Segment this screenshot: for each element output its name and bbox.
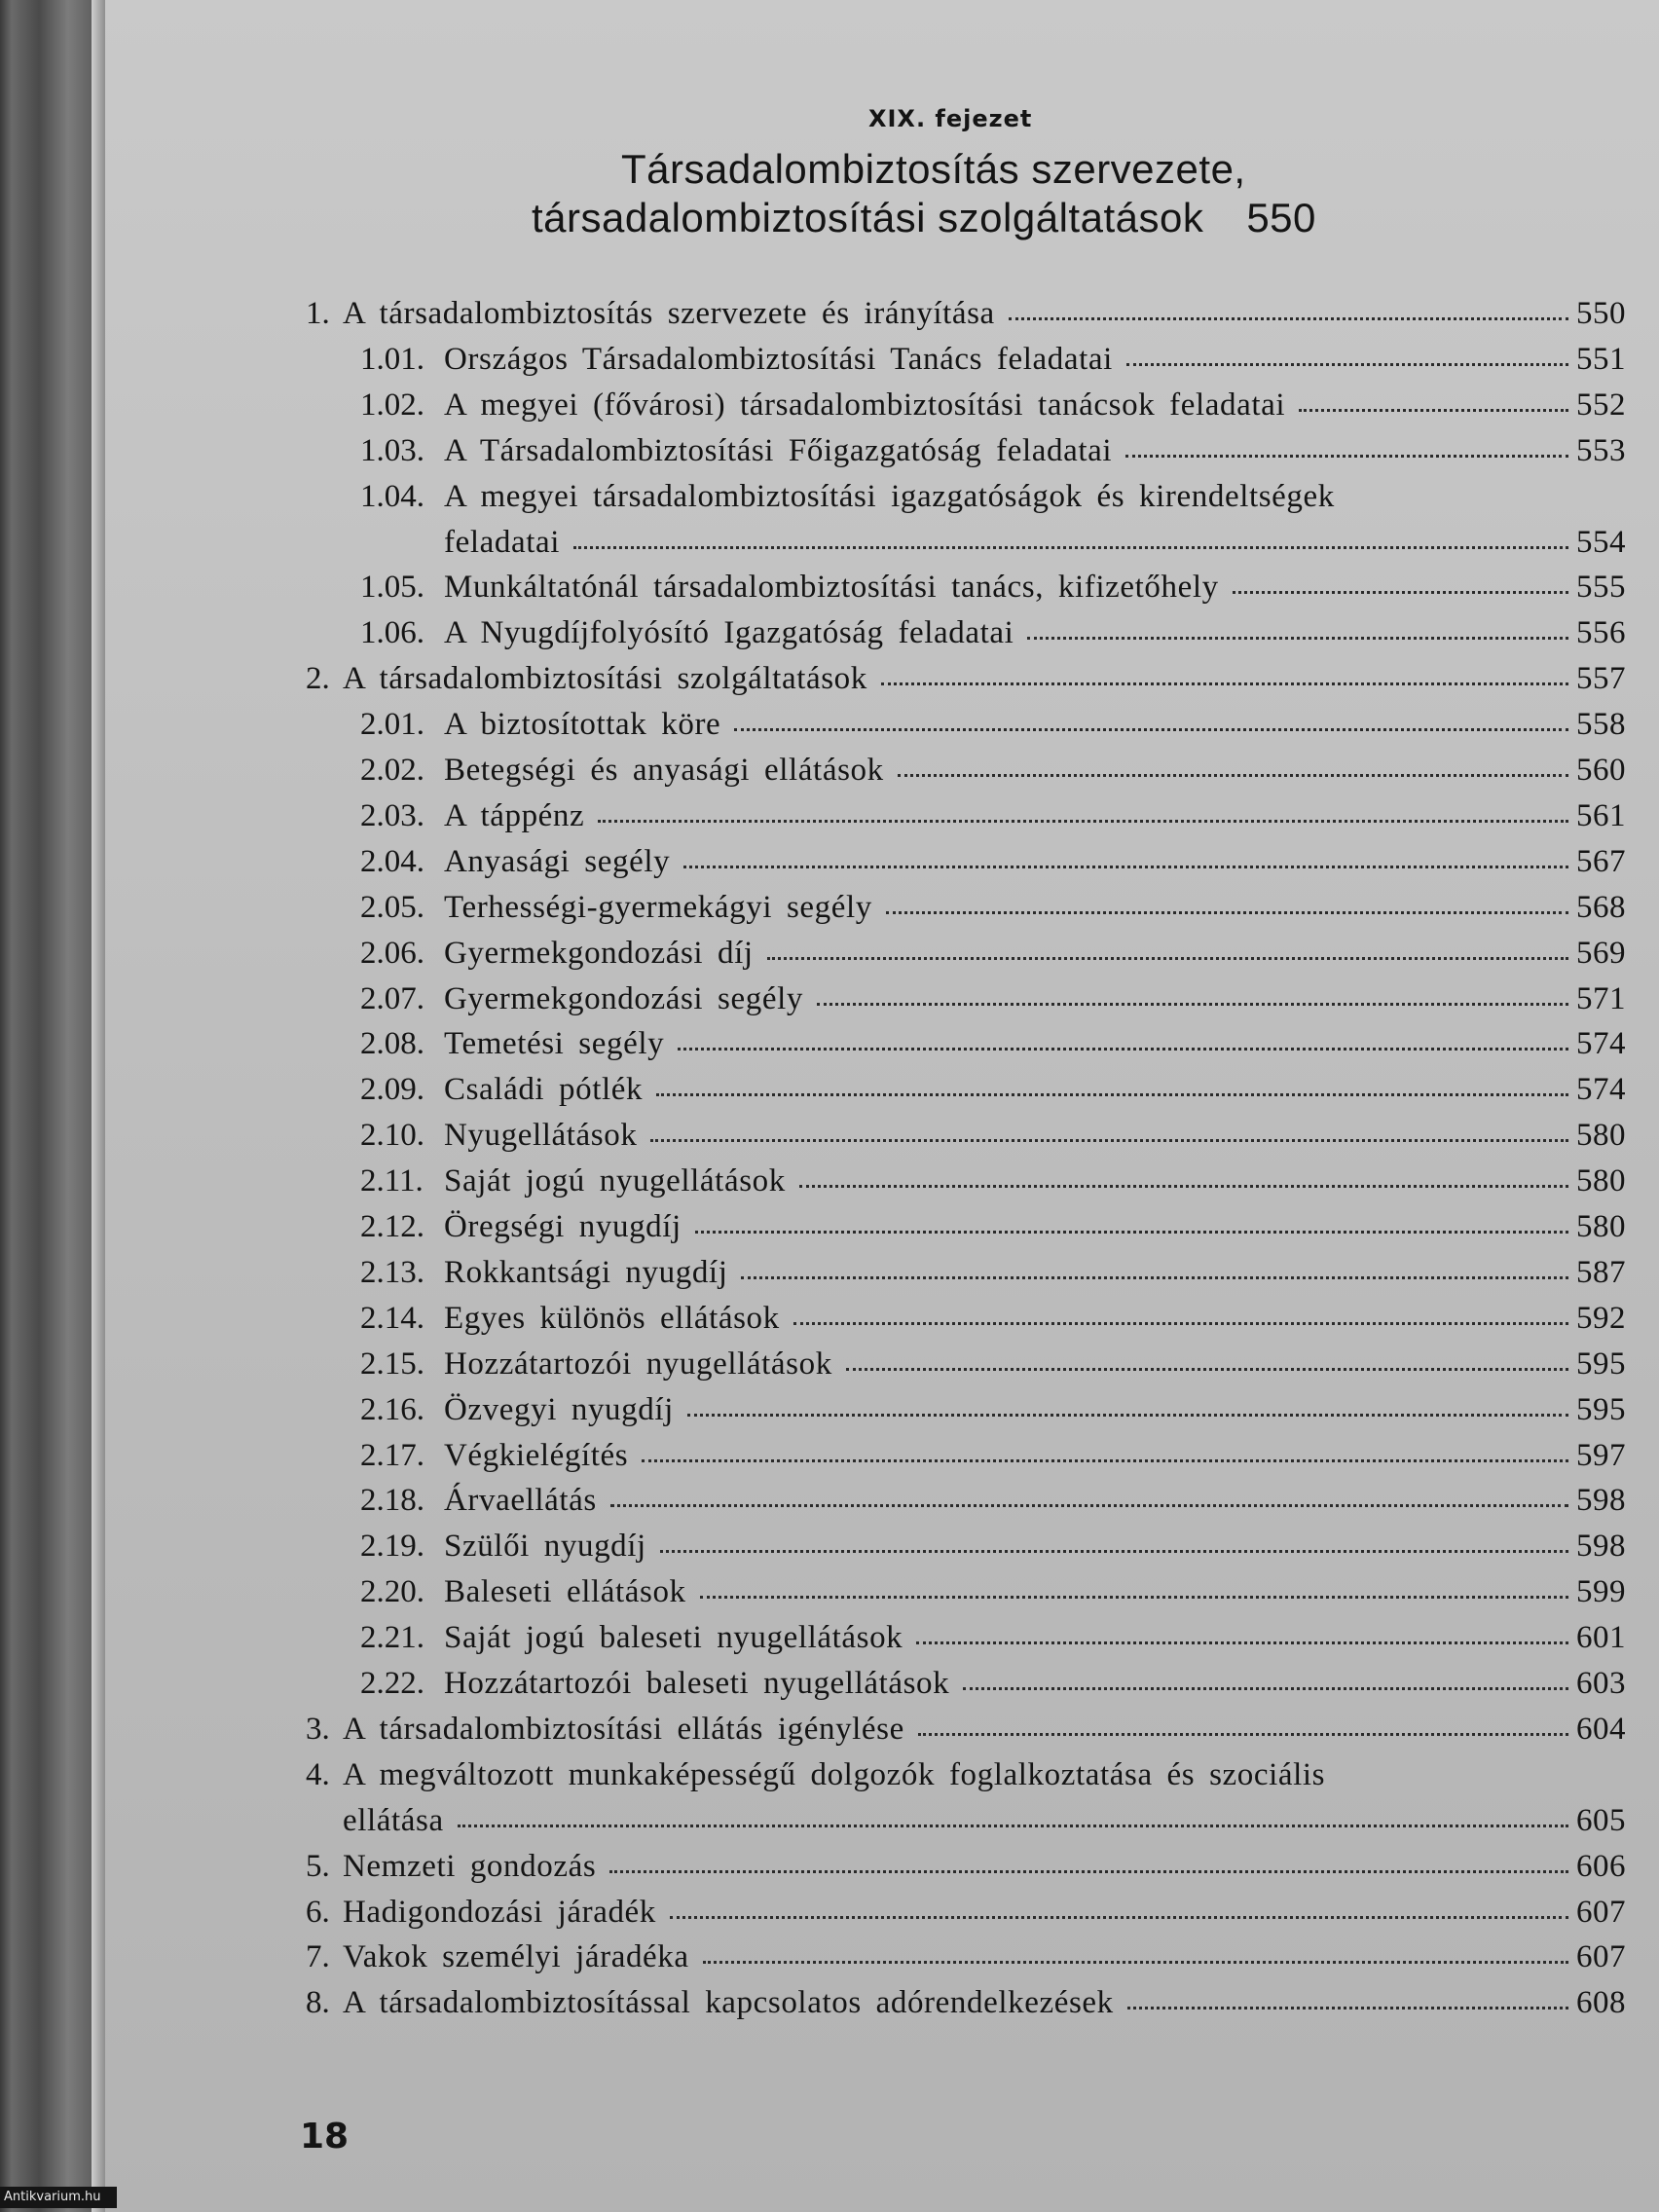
toc-entry-title: Vakok személyi járadéka <box>343 1939 689 1974</box>
toc-entry <box>105 1205 1659 1248</box>
toc-entry-title: A társadalombiztosítási szolgáltatások <box>343 661 867 696</box>
toc-entry-page: 580 <box>1576 1209 1626 1244</box>
toc-entry-title: A társadalombiztosítással kapcsolatos adórendelkezések <box>343 1985 1114 2020</box>
toc-entry-page: 604 <box>1576 1712 1626 1747</box>
chapter-number: XIX. fejezet <box>868 105 1033 132</box>
toc-entry-number: 2.20. <box>360 1574 424 1609</box>
chapter-title-line-2 <box>532 195 1466 241</box>
toc-entry-title: Végkielégítés <box>444 1438 629 1473</box>
toc-entry-number: 2.03. <box>360 798 424 833</box>
toc-entry-number: 7. <box>306 1939 330 1974</box>
toc-entry <box>105 1936 1659 1978</box>
toc-entry-title: feladatai <box>444 525 560 560</box>
toc-entry <box>105 1708 1659 1751</box>
toc-leader-dots <box>817 1003 1568 1006</box>
toc-entry <box>105 657 1659 700</box>
toc-entry-number: 2.08. <box>360 1026 424 1061</box>
toc-entry-number: 5. <box>306 1849 330 1884</box>
toc-entry-number: 3. <box>306 1712 330 1747</box>
toc-entry <box>105 977 1659 1020</box>
toc-entry-page: 587 <box>1576 1255 1626 1290</box>
toc-leader-dots <box>1027 637 1568 640</box>
chapter-title-line-1: Társadalombiztosítás szervezete, <box>621 146 1246 192</box>
toc-entry-title: A megyei (fővárosi) társadalombiztosítási tanácsok feladatai <box>444 387 1286 423</box>
toc-leader-dots <box>1127 2007 1568 2009</box>
toc-entry-title: Baleseti ellátások <box>444 1574 686 1609</box>
toc-entry-number: 2.02. <box>360 753 424 788</box>
toc-entry-page: 599 <box>1576 1574 1626 1609</box>
toc-entry-page: 580 <box>1576 1118 1626 1153</box>
toc-entry <box>105 1479 1659 1522</box>
toc-entry-page: 598 <box>1576 1483 1626 1518</box>
toc-entry-title: Szülői nyugdíj <box>444 1529 646 1564</box>
toc-entry-number: 2.16. <box>360 1392 424 1427</box>
toc-entry <box>105 840 1659 883</box>
toc-entry-title: Hozzátartozói nyugellátások <box>444 1346 832 1382</box>
toc-entry <box>105 1068 1659 1111</box>
toc-leader-dots <box>610 1504 1568 1507</box>
toc-entry-page: 574 <box>1576 1026 1626 1061</box>
toc-entry <box>105 429 1659 472</box>
watermark: Antikvarium.hu <box>0 2187 117 2208</box>
toc-leader-dots <box>598 820 1568 823</box>
toc-entry-title: A társadalombiztosítás szervezete és irányítása <box>343 296 995 331</box>
toc-entry-title: Gyermekgondozási díj <box>444 936 754 971</box>
toc-entry <box>105 1343 1659 1385</box>
toc-entry-number: 1.04. <box>360 479 424 514</box>
toc-leader-dots <box>678 1048 1568 1051</box>
toc-leader-dots <box>703 1961 1568 1964</box>
toc-entry-page: 560 <box>1576 753 1626 788</box>
toc-entry-number: 2.07. <box>360 981 424 1016</box>
toc-entry <box>105 1388 1659 1431</box>
toc-entry-title: Egyes különös ellátások <box>444 1301 780 1336</box>
toc-entry <box>105 749 1659 792</box>
toc-entry-page: 557 <box>1576 661 1626 696</box>
toc-entry <box>105 338 1659 381</box>
toc-entry-page: 607 <box>1576 1895 1626 1930</box>
toc-leader-dots <box>1233 591 1568 594</box>
toc-entry-page: 605 <box>1576 1803 1626 1838</box>
toc-entry <box>105 1022 1659 1065</box>
toc-entry-number: 1.02. <box>360 387 424 423</box>
toc-entry-number: 2.11. <box>360 1163 424 1198</box>
toc-entry-title: Temetési segély <box>444 1026 665 1061</box>
toc-leader-dots <box>609 1870 1568 1873</box>
toc-leader-dots <box>642 1459 1568 1462</box>
toc-entry-title: Hozzátartozói baleseti nyugellátások <box>444 1666 950 1701</box>
toc-entry-title: Betegségi és anyasági ellátások <box>444 753 884 788</box>
toc-entry-number: 2.21. <box>360 1620 424 1655</box>
toc-leader-dots <box>650 1139 1568 1142</box>
toc-entry-title: Öregségi nyugdíj <box>444 1209 682 1244</box>
toc-entry-title: Országos Társadalombiztosítási Tanács feladatai <box>444 342 1113 377</box>
toc-entry-title: Anyasági segély <box>444 844 671 879</box>
toc-entry-title: A Nyugdíjfolyósító Igazgatóság feladatai <box>444 615 1014 650</box>
toc-entry-title: Gyermekgondozási segély <box>444 981 803 1016</box>
toc-entry-page: 595 <box>1576 1346 1626 1382</box>
toc-entry-title: A Társadalombiztosítási Főigazgatóság feladatai <box>444 433 1113 468</box>
toc-leader-dots <box>683 866 1568 868</box>
toc-entry-title: Saját jogú baleseti nyugellátások <box>444 1620 903 1655</box>
toc-entry-page: 597 <box>1576 1438 1626 1473</box>
toc-entry-title: A társadalombiztosítási ellátás igénylése <box>343 1712 904 1747</box>
toc-entry-page: 558 <box>1576 707 1626 742</box>
toc-entry-page: 554 <box>1576 525 1626 560</box>
toc-entry <box>105 1662 1659 1705</box>
toc-entry-page: 567 <box>1576 844 1626 879</box>
toc-leader-dots <box>573 546 1568 549</box>
toc-entry-page: 608 <box>1576 1985 1626 2020</box>
toc-leader-dots <box>458 1825 1568 1827</box>
book-page <box>105 0 1659 2212</box>
toc-entry-page: 601 <box>1576 1620 1626 1655</box>
toc-entry-number: 1.05. <box>360 570 424 605</box>
toc-leader-dots <box>1125 455 1568 458</box>
toc-entry-page: 550 <box>1576 296 1626 331</box>
toc-entry <box>105 1160 1659 1202</box>
toc-entry-number: 1.03. <box>360 433 424 468</box>
toc-leader-dots <box>767 957 1568 960</box>
toc-entry-number: 4. <box>306 1757 330 1792</box>
toc-entry-number: 1.06. <box>360 615 424 650</box>
page-number: 18 <box>300 2117 350 2157</box>
toc-entry-page: 592 <box>1576 1301 1626 1336</box>
toc-entry-page: 568 <box>1576 890 1626 925</box>
toc-entry-title: Családi pótlék <box>444 1072 644 1107</box>
chapter-title-page: 550 <box>1246 195 1316 240</box>
toc-entry-title: A biztosítottak köre <box>444 707 721 742</box>
toc-entry-title: Árvaellátás <box>444 1483 597 1518</box>
toc-entry-number: 2.04. <box>360 844 424 879</box>
toc-entry-number: 2.06. <box>360 936 424 971</box>
toc-entry-number: 1. <box>306 296 330 331</box>
toc-leader-dots <box>734 728 1568 731</box>
toc-entry-page: 598 <box>1576 1529 1626 1564</box>
toc-entry <box>105 1981 1659 2024</box>
toc-entry <box>105 932 1659 975</box>
toc-entry-number: 2.17. <box>360 1438 424 1473</box>
toc-leader-dots <box>1126 363 1568 366</box>
toc-entry <box>105 1845 1659 1888</box>
toc-entry <box>105 1525 1659 1567</box>
toc-entry-number: 2.18. <box>360 1483 424 1518</box>
toc-entry <box>105 1434 1659 1477</box>
toc-entry <box>105 1570 1659 1613</box>
toc-entry-title: Saját jogú nyugellátások <box>444 1163 786 1198</box>
toc-entry-title: A megváltozott munkaképességű dolgozók foglalkoztatása és szociális <box>343 1757 1326 1792</box>
toc-entry-number: 2.15. <box>360 1346 424 1382</box>
toc-entry-number: 2.19. <box>360 1529 424 1564</box>
toc-entry <box>105 1799 1659 1842</box>
toc-entry-number: 2. <box>306 661 330 696</box>
toc-entry-page: 551 <box>1576 342 1626 377</box>
toc-entry-page: 569 <box>1576 936 1626 971</box>
toc-entry-title: ellátása <box>343 1803 444 1838</box>
toc-leader-dots <box>793 1322 1568 1325</box>
toc-entry-title: Özvegyi nyugdíj <box>444 1392 674 1427</box>
page-edge <box>92 0 105 2212</box>
toc-entry-number: 2.09. <box>360 1072 424 1107</box>
toc-entry-title: Hadigondozási járadék <box>343 1895 656 1930</box>
toc-entry-number: 2.05. <box>360 890 424 925</box>
chapter-title-text: társadalombiztosítási szolgáltatások <box>532 195 1204 240</box>
toc-entry-title: Rokkantsági nyugdíj <box>444 1255 728 1290</box>
toc-entry-page: 561 <box>1576 798 1626 833</box>
toc-entry-number: 2.13. <box>360 1255 424 1290</box>
toc-leader-dots <box>1009 317 1568 320</box>
toc-entry <box>105 1297 1659 1340</box>
toc-entry-page: 580 <box>1576 1163 1626 1198</box>
toc-entry <box>105 475 1659 518</box>
toc-entry-title: A táppénz <box>444 798 585 833</box>
toc-entry <box>105 794 1659 837</box>
toc-entry-page: 607 <box>1576 1939 1626 1974</box>
toc-entry <box>105 566 1659 608</box>
toc-entry <box>105 384 1659 426</box>
toc-entry <box>105 1753 1659 1796</box>
toc-entry-page: 552 <box>1576 387 1626 423</box>
toc-entry-number: 2.14. <box>360 1301 424 1336</box>
toc-entry <box>105 1251 1659 1294</box>
toc-entry-number: 2.12. <box>360 1209 424 1244</box>
toc-leader-dots <box>695 1231 1568 1234</box>
toc-entry-page: 553 <box>1576 433 1626 468</box>
toc-leader-dots <box>916 1641 1568 1644</box>
toc-entry-page: 595 <box>1576 1392 1626 1427</box>
toc-entry <box>105 1891 1659 1934</box>
toc-entry-title: Munkáltatónál társadalombiztosítási tanács, kifizetőhely <box>444 570 1219 605</box>
toc-entry-page: 574 <box>1576 1072 1626 1107</box>
toc-entry <box>105 1616 1659 1659</box>
toc-entry-title: Terhességi-gyermekágyi segély <box>444 890 872 925</box>
toc-entry <box>105 521 1659 564</box>
toc-leader-dots <box>881 682 1568 685</box>
toc-entry <box>105 611 1659 654</box>
toc-entry <box>105 1114 1659 1157</box>
toc-entry <box>105 703 1659 746</box>
toc-entry-page: 571 <box>1576 981 1626 1016</box>
toc-leader-dots <box>660 1550 1568 1553</box>
toc-entry-title: Nemzeti gondozás <box>343 1849 597 1884</box>
toc-entry <box>105 292 1659 335</box>
toc-entry-number: 2.01. <box>360 707 424 742</box>
toc-leader-dots <box>1299 409 1568 412</box>
toc-entry-title: A megyei társadalombiztosítási igazgatóságok és kirendeltségek <box>444 479 1335 514</box>
toc-entry-number: 2.22. <box>360 1666 424 1701</box>
toc-entry <box>105 886 1659 929</box>
toc-leader-dots <box>670 1916 1568 1919</box>
toc-leader-dots <box>700 1596 1568 1599</box>
toc-entry-page: 606 <box>1576 1849 1626 1884</box>
toc-entry-title: Nyugellátások <box>444 1118 638 1153</box>
toc-leader-dots <box>656 1093 1568 1096</box>
toc-entry-number: 8. <box>306 1985 330 2020</box>
toc-leader-dots <box>898 774 1568 777</box>
toc-leader-dots <box>886 911 1568 914</box>
toc-entry-number: 6. <box>306 1895 330 1930</box>
toc-leader-dots <box>799 1185 1568 1188</box>
toc-entry-number: 1.01. <box>360 342 424 377</box>
toc-leader-dots <box>918 1733 1568 1736</box>
toc-entry-page: 555 <box>1576 570 1626 605</box>
toc-leader-dots <box>963 1687 1568 1690</box>
toc-leader-dots <box>846 1368 1568 1371</box>
toc-entry-page: 603 <box>1576 1666 1626 1701</box>
toc-entry-page: 556 <box>1576 615 1626 650</box>
toc-leader-dots <box>741 1276 1568 1279</box>
toc-entry-number: 2.10. <box>360 1118 424 1153</box>
toc-leader-dots <box>687 1414 1568 1417</box>
